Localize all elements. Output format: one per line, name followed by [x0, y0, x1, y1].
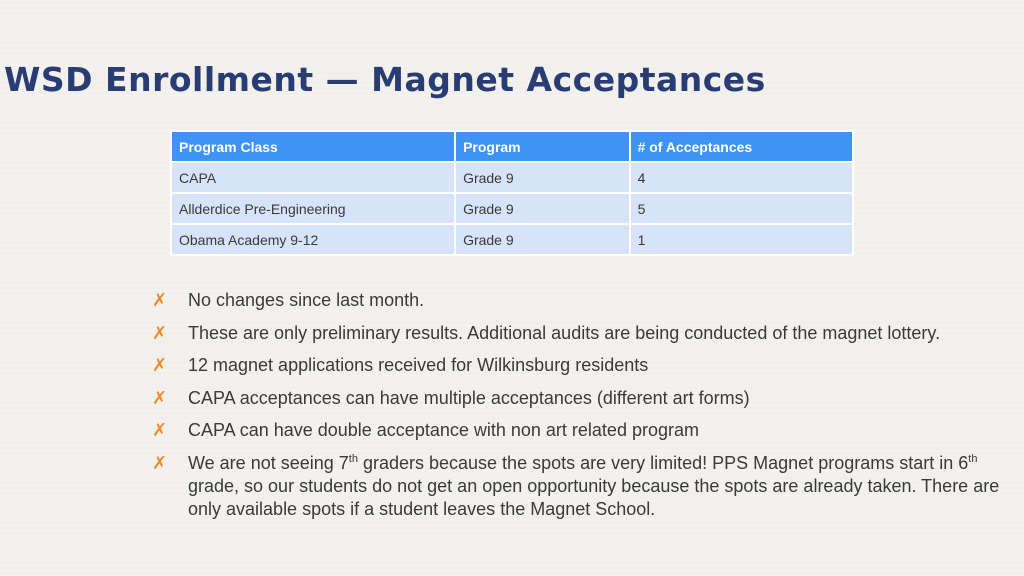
note-text: These are only preliminary results. Additional audits are being conducted of the magnet lottery. — [188, 322, 941, 343]
note-text-part: graders because the spots are very limited! PPS Magnet programs start in 6 — [357, 452, 969, 473]
x-mark-icon: ✗ — [152, 420, 168, 441]
table-row — [171, 224, 853, 255]
header-program: Program — [455, 131, 630, 162]
note-text: CAPA can have double acceptance with non art related program — [188, 420, 699, 440]
x-mark-icon: ✗ — [152, 322, 168, 344]
note-text-part: grade, so our students do not get an open opportunity because the spots are already taken. There are only available spots if a student leaves the Magnet School. — [188, 475, 1000, 519]
page-title: WSD Enrollment — Magnet Acceptances — [4, 60, 766, 99]
x-mark-icon: ✗ — [152, 452, 168, 474]
note-text: No changes since last month. — [188, 290, 425, 310]
list-item — [150, 452, 1020, 521]
list-item — [150, 289, 1020, 312]
table-header-row — [171, 131, 853, 162]
table-row — [171, 162, 853, 193]
cell-program: Grade 9 — [455, 224, 630, 255]
header-acceptances: # of Acceptances — [630, 131, 853, 162]
cell-program-class: Obama Academy 9-12 — [171, 224, 455, 255]
x-mark-icon: ✗ — [152, 355, 168, 376]
x-mark-icon: ✗ — [152, 387, 168, 409]
cell-program: Grade 9 — [455, 162, 630, 193]
note-text-part: We are not seeing 7 — [188, 452, 349, 473]
list-item — [150, 354, 1020, 377]
x-mark-icon: ✗ — [152, 290, 168, 311]
header-program-class: Program Class — [171, 131, 455, 162]
table-row — [171, 193, 853, 224]
acceptances-table — [170, 130, 854, 256]
cell-program-class: CAPA — [171, 162, 455, 193]
cell-acceptances: 1 — [630, 224, 853, 255]
note-text: CAPA acceptances can have multiple acceptances (different art forms) — [188, 387, 750, 408]
superscript-th: th — [968, 452, 978, 465]
cell-acceptances: 4 — [630, 162, 853, 193]
cell-program-class: Allderdice Pre-Engineering — [171, 193, 455, 224]
note-text: 12 magnet applications received for Wilkinsburg residents — [188, 355, 649, 375]
cell-acceptances: 5 — [630, 193, 853, 224]
superscript-th: th — [348, 452, 358, 465]
cell-program: Grade 9 — [455, 193, 630, 224]
notes-list — [150, 289, 1020, 530]
list-item — [150, 322, 1020, 345]
list-item — [150, 387, 1020, 410]
list-item — [150, 419, 1020, 442]
